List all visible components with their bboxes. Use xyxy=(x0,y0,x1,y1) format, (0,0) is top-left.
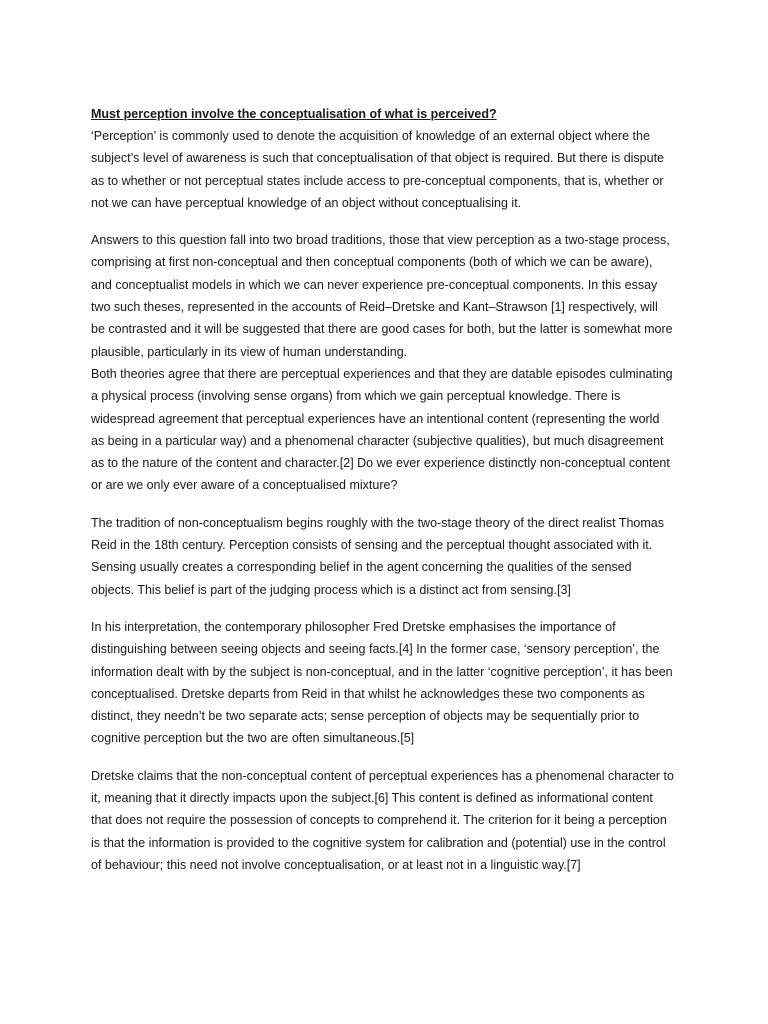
text-line: cognitive perception but the two are often simultaneous.[5] xyxy=(91,731,415,746)
text-line: that does not require the possession of concepts to comprehend it. The criterion for it being a perception xyxy=(91,813,667,828)
text-line: of behaviour; this need not involve conceptualisation, or at least not in a linguistic way.[7] xyxy=(91,857,581,872)
text-line: be contrasted and it will be suggested that there are good cases for both, but the latter is somewhat more xyxy=(91,322,673,337)
text-line: Dretske claims that the non-conceptual content of perceptual experiences has a phenomenal character to xyxy=(91,768,674,783)
paragraph-gap xyxy=(91,497,677,512)
paragraph-gap xyxy=(91,601,677,616)
text-line: Reid in the 18th century. Perception consists of sensing and the perceptual thought associated with it. xyxy=(91,538,653,553)
paragraph-gap xyxy=(91,750,677,765)
text-line: as being in a particular way) and a phenomenal character (subjective qualities), but much disagreement xyxy=(91,433,664,448)
text-line: Sensing usually creates a corresponding belief in the agent concerning the qualities of the sensed xyxy=(91,560,632,575)
text-line: Both theories agree that there are perceptual experiences and that they are datable episodes culminating xyxy=(91,366,673,381)
text-line: as to whether or not perceptual states include access to pre-conceptual components, that is, whether or xyxy=(91,173,664,188)
text-line: distinct, they needn’t be two separate acts; sense perception of objects may be sequentially prior to xyxy=(91,709,640,724)
text-line: is that the information is provided to the cognitive system for calibration and (potential) use in the control xyxy=(91,835,666,850)
paragraph-1 xyxy=(91,125,677,214)
text-line: The tradition of non-conceptualism begins roughly with the two-stage theory of the direct realist Thomas xyxy=(91,515,664,530)
text-line: or are we only ever aware of a conceptualised mixture? xyxy=(91,478,398,493)
text-line: not we can have perceptual knowledge of an object without conceptualising it. xyxy=(91,195,522,210)
text-line: plausible, particularly in its view of human understanding. xyxy=(91,344,408,359)
text-line: distinguishing between seeing objects and seeing facts.[4] In the former case, ‘sensory perception’, the xyxy=(91,642,660,657)
text-line: as to the nature of the content and character.[2] Do we ever experience distinctly non-conceptual content xyxy=(91,456,670,471)
text-line: it, meaning that it directly impacts upon the subject.[6] This content is defined as informational content xyxy=(91,791,653,806)
text-line: widespread agreement that perceptual experiences have an intentional content (representing the world xyxy=(91,411,660,426)
text-line: two such theses, represented in the accounts of Reid–Dretske and Kant–Strawson [1] respectively, will xyxy=(91,300,658,315)
text-line: information dealt with by the subject is non-conceptual, and in the latter ‘cognitive perception’, it has been xyxy=(91,664,673,679)
paragraph-gap xyxy=(91,214,677,229)
paragraph-4 xyxy=(91,512,677,601)
text-line: Answers to this question fall into two broad traditions, those that view perception as a two-stage process, xyxy=(91,233,670,248)
text-line: subject’s level of awareness is such that conceptualisation of that object is required. But there is dispute xyxy=(91,151,665,166)
text-line: and conceptualist models in which we can never experience pre-conceptual components. In this essay xyxy=(91,277,658,292)
text-line: objects. This belief is part of the judging process which is a distinct act from sensing.[3] xyxy=(91,582,571,597)
text-line: ‘Perception’ is commonly used to denote the acquisition of knowledge of an external object where the xyxy=(91,129,650,143)
text-line: comprising at first non-conceptual and then conceptual components (both of which we can be aware), xyxy=(91,255,653,270)
paragraph-2 xyxy=(91,229,677,363)
document-page xyxy=(91,103,677,876)
paragraph-3 xyxy=(91,363,677,497)
text-line: conceptualised. Dretske departs from Reid in that whilst he acknowledges these two components as xyxy=(91,686,645,701)
paragraph-6 xyxy=(91,765,677,876)
text-line: a physical process (involving sense organs) from which we gain perceptual knowledge. There is xyxy=(91,389,621,404)
paragraph-5 xyxy=(91,616,677,750)
essay-title: Must perception involve the conceptualisation of what is perceived? xyxy=(91,107,497,121)
text-line: In his interpretation, the contemporary philosopher Fred Dretske emphasises the importance of xyxy=(91,619,616,634)
